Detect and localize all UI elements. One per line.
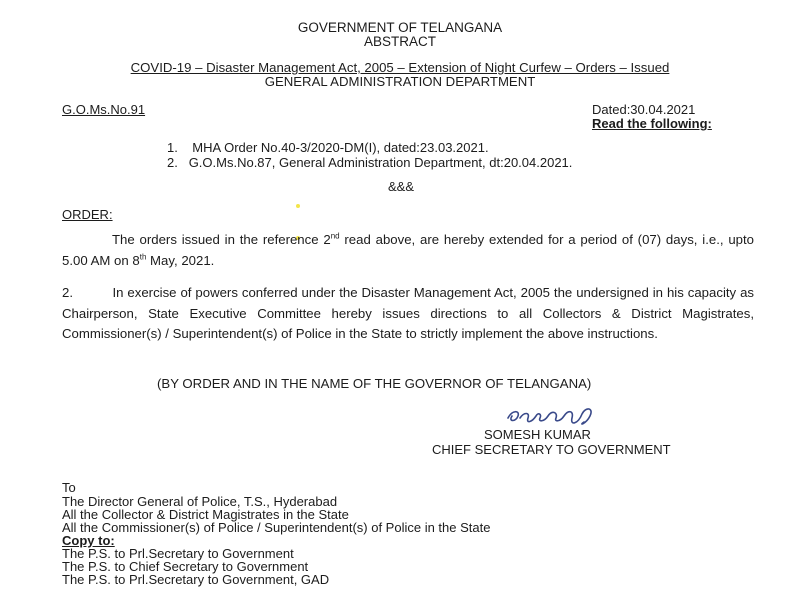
order-paragraph-2 (62, 283, 754, 345)
order-heading: ORDER: (62, 207, 113, 222)
para1-text-c: May, 2021. (146, 252, 215, 268)
to-list-item: All the Commissioner(s) of Police / Superintendent(s) of Police in the State (62, 520, 491, 535)
department-title: GENERAL ADMINISTRATION DEPARTMENT (264, 74, 536, 89)
to-list-item: The Director General of Police, T.S., Hyderabad (62, 494, 338, 509)
copy-to-label: Copy to: (62, 533, 115, 548)
signatory-title: CHIEF SECRETARY TO GOVERNMENT (432, 442, 671, 457)
copy-list-item: The P.S. to Chief Secretary to Government (62, 559, 309, 574)
reference-text: MHA Order No.40-3/2020-DM(I), dated:23.03.2021. (192, 140, 489, 155)
para2-text: In exercise of powers conferred under the Disaster Management Act, 2005 the undersigned in his capacity as Chairperson, State Executive Committee hereby issues directions to all Collectors & District Magistrates, Commissioner(s) / Superintendent(s) of Police in the State to strictly implement the above instructions. (62, 285, 755, 341)
read-following: Read the following: (592, 116, 712, 131)
reference-text: G.O.Ms.No.87, General Administration Department, dt:20.04.2021. (188, 155, 573, 170)
by-order-line: (BY ORDER AND IN THE NAME OF THE GOVERNOR OF TELANGANA) (157, 376, 592, 391)
superscript: th (139, 252, 147, 262)
to-label: To (62, 480, 76, 495)
signatory-name: SOMESH KUMAR (484, 427, 591, 442)
copy-list-item: The P.S. to Prl.Secretary to Government (62, 546, 294, 561)
superscript: nd (330, 231, 340, 241)
reference-item (167, 155, 572, 170)
para1-text-b: read above, are hereby extended for a period of (07) days, i.e., upto 5.00 AM on 8 (62, 232, 754, 268)
government-title: GOVERNMENT OF TELANGANA (297, 20, 503, 35)
to-list-item: All the Collector & District Magistrates in the State (62, 507, 349, 522)
highlight-dot (296, 204, 300, 208)
paragraph-number: 2. (62, 285, 73, 300)
separator: &&& (388, 179, 415, 194)
subject-line: COVID-19 – Disaster Management Act, 2005 – Extension of Night Curfew – Orders – Issued (130, 60, 670, 75)
para1-text-a: The orders issued in the reference 2 (112, 232, 331, 247)
copy-list-item: The P.S. to Prl.Secretary to Government, GAD (62, 572, 330, 587)
order-date: Dated:30.04.2021 (592, 102, 696, 117)
reference-number: 2. (167, 155, 178, 170)
reference-number: 1. (167, 140, 178, 155)
order-paragraph-1 (62, 230, 754, 271)
go-number: G.O.Ms.No.91 (62, 102, 146, 117)
abstract-title: ABSTRACT (363, 34, 436, 49)
reference-item (167, 140, 489, 155)
